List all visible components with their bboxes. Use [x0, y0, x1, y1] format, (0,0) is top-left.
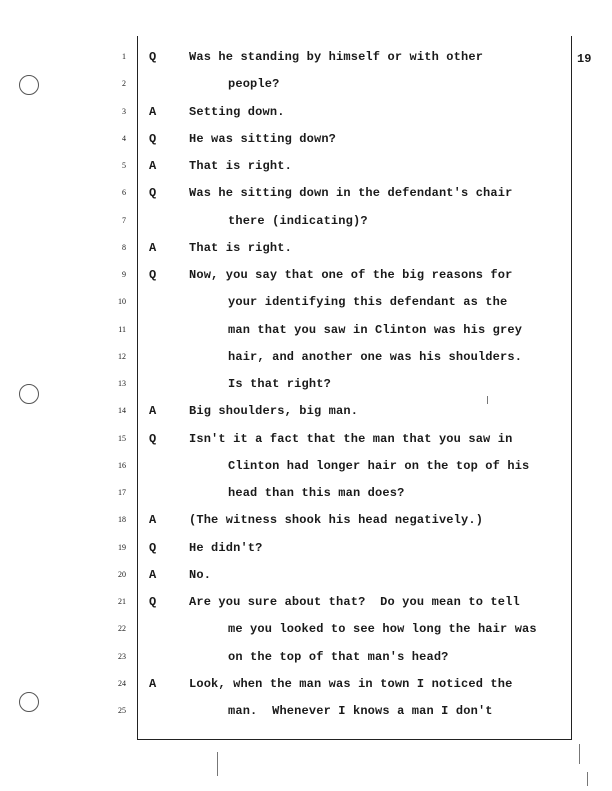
transcript-line [0, 704, 612, 734]
line-number: 23 [118, 651, 126, 661]
transcript-line [0, 322, 612, 353]
scan-mark [217, 752, 218, 776]
line-text: Is that right? [228, 377, 331, 391]
speaker-label: A [149, 513, 157, 528]
transcript-line [0, 486, 612, 516]
line-text: there (indicating)? [228, 213, 368, 228]
line-text: Was he standing by himself or with other [189, 50, 484, 64]
line-number: 12 [118, 351, 126, 361]
line-number: 22 [118, 624, 126, 634]
transcript-line [0, 104, 612, 135]
transcript-line [0, 213, 612, 244]
line-text: Was he sitting down in the defendant's chair [189, 186, 513, 201]
line-number: 3 [122, 106, 126, 116]
line-number: 18 [118, 515, 126, 525]
transcript-line [0, 159, 612, 189]
line-text: hair, and another one was his shoulders. [228, 349, 523, 364]
transcript-line [0, 595, 612, 625]
transcript-line [0, 676, 612, 707]
line-text: Are you sure about that? Do you mean to tell [189, 595, 520, 609]
line-number: 13 [118, 379, 126, 388]
transcript-line [0, 513, 612, 543]
line-number: 11 [118, 324, 126, 334]
line-text: Look, when the man was in town I noticed the [189, 676, 513, 691]
speaker-label: A [149, 567, 157, 582]
transcript-line [0, 268, 612, 298]
line-number: 4 [122, 133, 126, 143]
line-number: 21 [118, 597, 126, 606]
line-text: on the top of that man's head? [228, 649, 449, 664]
scan-mark [487, 396, 488, 404]
transcript-line [0, 431, 612, 462]
line-number: 8 [122, 242, 126, 252]
transcript-line [0, 567, 612, 598]
transcript-line [0, 404, 612, 434]
line-text: (The witness shook his head negatively.) [189, 513, 484, 528]
line-text: Setting down. [189, 104, 285, 119]
line-number: 14 [118, 406, 126, 416]
transcript-line [0, 458, 612, 489]
transcript-line [0, 649, 612, 680]
transcript-line [0, 540, 612, 571]
line-text: He was sitting down? [189, 131, 337, 146]
line-text: No. [189, 567, 212, 582]
line-text: Big shoulders, big man. [189, 404, 359, 419]
speaker-label: Q [149, 540, 157, 555]
transcript-line [0, 50, 612, 80]
transcript-line [0, 131, 612, 162]
speaker-label: A [149, 676, 157, 691]
transcript-line [0, 377, 612, 407]
line-text: me you looked to see how long the hair was [228, 622, 537, 637]
line-number: 19 [118, 542, 126, 552]
line-text: Now, you say that one of the big reasons for [189, 268, 513, 282]
line-number: 1 [122, 52, 126, 61]
transcript-line [0, 240, 612, 271]
transcript-line [0, 186, 612, 216]
line-number: 16 [118, 460, 126, 470]
speaker-label: Q [149, 595, 157, 609]
line-number: 15 [118, 433, 126, 443]
line-text: That is right. [189, 240, 292, 255]
line-text: Isn't it a fact that the man that you saw in [189, 431, 513, 446]
transcript-line [0, 295, 612, 325]
line-text: He didn't? [189, 540, 263, 555]
speaker-label: Q [149, 268, 157, 282]
speaker-label: Q [149, 131, 157, 146]
line-number: 20 [118, 569, 126, 579]
line-number: 5 [122, 161, 126, 170]
page-bottom-border [137, 739, 572, 740]
speaker-label: Q [149, 431, 157, 446]
line-number: 7 [122, 215, 126, 225]
transcript-line [0, 77, 612, 107]
line-text: man that you saw in Clinton was his grey [228, 322, 523, 337]
line-number: 25 [118, 706, 126, 715]
line-number: 17 [118, 488, 126, 497]
speaker-label: Q [149, 50, 157, 64]
speaker-label: A [149, 104, 157, 119]
scan-mark [579, 744, 580, 764]
line-text: man. Whenever I knows a man I don't [228, 704, 493, 718]
line-number: 10 [118, 297, 126, 307]
speaker-label: A [149, 404, 157, 419]
line-text: head than this man does? [228, 486, 405, 500]
line-number: 24 [118, 678, 126, 688]
line-number: 6 [122, 188, 126, 198]
scan-mark [587, 772, 588, 786]
line-text: Clinton had longer hair on the top of his [228, 458, 530, 473]
line-number: 9 [122, 270, 126, 279]
speaker-label: A [149, 240, 157, 255]
page-number: 19 [577, 52, 592, 66]
speaker-label: A [149, 159, 157, 173]
line-text: your identifying this defendant as the [228, 295, 508, 310]
line-text: people? [228, 77, 280, 92]
transcript-line [0, 622, 612, 652]
transcript-line [0, 349, 612, 380]
speaker-label: Q [149, 186, 157, 201]
line-text: That is right. [189, 159, 292, 173]
line-number: 2 [122, 79, 126, 89]
